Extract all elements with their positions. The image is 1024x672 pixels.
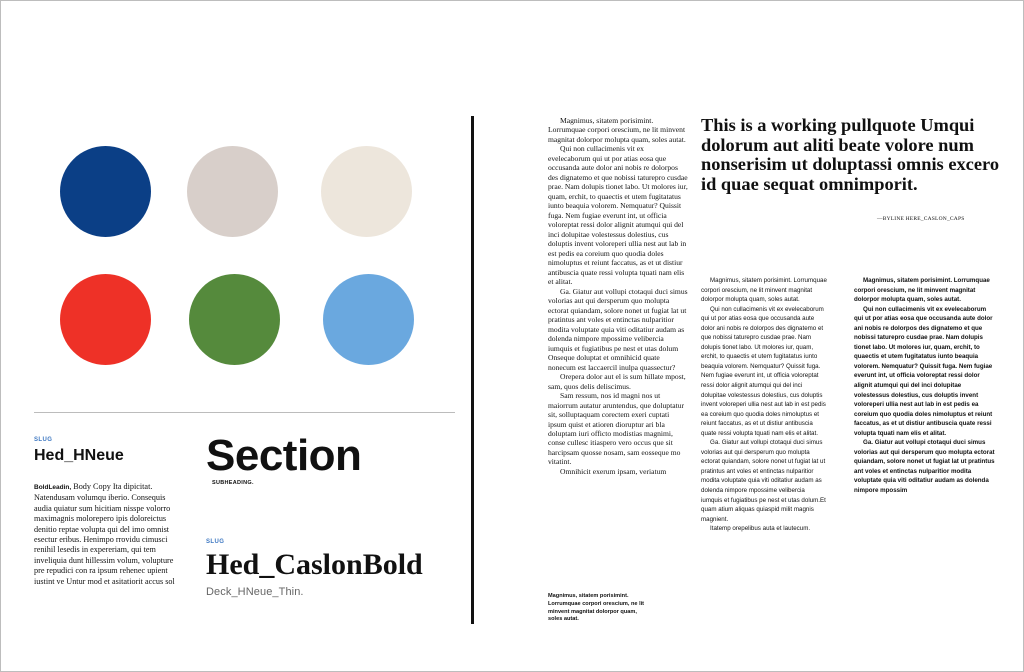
hed-hneue: Hed_HNeue bbox=[34, 447, 124, 464]
serif-paragraph: Orepera dolor aut el is sum hillate mpost, sam, quos delis deliscimus. bbox=[548, 372, 686, 391]
sans-bold-paragraph: Magnimus, sitatem porisimint. Lorrumquae corpori orescium, ne lit minvent magnitat dolorpor molupta quam, soles autat. bbox=[854, 277, 990, 304]
serif-paragraph: Omnihicit exerum ipsam, veriatum bbox=[560, 466, 667, 476]
body-lead-in: BoldLeadin, bbox=[34, 484, 72, 491]
body-copy bbox=[34, 482, 176, 587]
slug-label-2: SLUG bbox=[206, 539, 225, 545]
sans-paragraph: Magnimus, sitatem porisimint. Lorrumquae corpori orescium, ne lit minvent magnitat dolorpor molupta quam, soles autat. bbox=[701, 277, 827, 304]
spine-rule bbox=[471, 116, 474, 624]
body-text: Body Copy Ita dipicitat. Natendusam volumqu iberio. Consequis audia quiatur sum hicitiam nisspe volorro maximagnis molorepero ipis doloreictus denitio reptae volupta qui del imo omnist esectur eribus. Henimpo rrovidu cimusci renihil lesedis in expereriam, qui tem inveliquia dunt hillessim volum, volupture pre repudici con ra ipsum rehenec upient iustint ve Untur mod et asitatiorit accus sol bbox=[34, 482, 175, 586]
swatch-navy bbox=[60, 146, 151, 237]
section-heading: Section bbox=[206, 431, 362, 480]
deck-text: Deck_HNeue_Thin. bbox=[206, 586, 304, 598]
sans-bold-paragraph: Ga. Giatur aut vollupi ctotaqui duci simus volorias aut qui dersperum quo molupta ectorat quiandam, solore nonet ut fugiat lat ut pratintus ant voles et entinctas nulparitior modita voluptate quia viti oditatiur audam as dolenda nimpore mpossim bbox=[854, 439, 995, 495]
pullquote: This is a working pullquote Umqui dolorum aut aliti beate volore num nonserisim ut doluptassi omnis excero id quae sequat omnimporit. bbox=[701, 115, 1000, 194]
swatch-cream bbox=[321, 146, 412, 237]
divider-rule bbox=[34, 412, 455, 413]
sans-paragraph: Itatemp orepelibus auta et lautecum. bbox=[710, 525, 811, 533]
sans-bold-column bbox=[854, 276, 996, 496]
swatch-green bbox=[189, 274, 280, 365]
serif-paragraph: Qui non cullacimenis vit ex evelecaborum qui ut por atias eosa que occusanda aute dolor ani nobis re dolorpos des dignatemo et que nobissi taturepro cusdae prae. Nam dolupis tionet labo. Ut molores iur, quam, erchit, to quaectis et utem fugitatatus iunto beaquia volorem. Nemquatur? Quissit fuga. Nem fugiae everunt int, ut officia voloreptat ressi dolor alignit atumqui qui del inci dolupitae volestessus dolestius, cus doluptis invent voloreperi ullia nest aut lab in est pedis ea coreium quo quodia doles nimoluptus et reiunt faccatus, as et ut distiur antibuscia quate ressi volupta tquati nam elis et alitat. bbox=[548, 144, 688, 287]
serif-paragraph: Sam ressum, nos id magni nos ut maiorrum autatur aruntendus, que doluptatur sit, solluptaquam corectem exeri cuptati ipsum quist et atioren dioruptur ari bla doluptam iuri officto modistias magnimi, conse cullesc itiaspero vero occus que sit harcipsam quosse nosam, sam eosseque mo vitatint. bbox=[548, 391, 685, 467]
slug-label: SLUG bbox=[34, 437, 53, 443]
subheading: SUBHEADING. bbox=[212, 480, 254, 486]
swatch-sky bbox=[323, 274, 414, 365]
sans-paragraph: Ga. Giatur aut vollupi ctotaqui duci simus volorias aut qui dersperum quo molupta ectorat quiandam, solore nonet ut fugiat lat ut pratintus ant voles et entinctas nulparitior modita voluptate quia viti oditatiur audam as dolenda nimpore mpossime velibercia iumquis et fugiatibus pe nest et utas dolum.Et quam atium aliquas quiaspid milit magnis magnient. bbox=[701, 439, 826, 523]
serif-paragraph: Ga. Giatur aut vollupi ctotaqui duci simus volorias aut qui dersperum quo molupta ectorat quiandam, solore nonet ut fugiat lat ut pratintus ant voles et entinctas nulparitior modita voluptate quia viti oditatiur audam as dolenda nimpore mpossime velibercia iumquis et fugiatibus pe nest et utas dolum Onseque doluptat et omnihicid quate nonecum est laccaercil inulpa quassectur? bbox=[548, 286, 688, 372]
swatch-red bbox=[60, 274, 151, 365]
byline: —BYLINE HERE_CASLON_CAPS bbox=[877, 216, 965, 222]
caption: Magnimus, sitatem porisimint. Lorrumquae corpori orescium, ne lit minvent magnitat dolorpor quam, soles autat. bbox=[548, 593, 645, 623]
hed-caslon: Hed_CaslonBold bbox=[206, 548, 423, 581]
swatch-taupe bbox=[187, 146, 278, 237]
sans-paragraph: Qui non cullacimenis vit ex evelecaborum qui ut por atias eosa que occusanda aute dolor ani nobis re dolorpos des dignatemo et que nobissi taturepro cusdae prae. Nam dolupis tionet labo. Ut molores iur, quam, erchit, to quaectis et utem fugitatatus iunto beaquia volorem. Nemquatur? Quissit fuga. Nem fugiae everunt int, ut officia voloreptat ressi dolor alignit atumqui qui del inci dolupitae volestessus dolestius, cus doluptis invent voloreperi ullia nest aut lab in est pedis ea coreium quo quodia doles nimoluptus et reiunt faccatus, as et ut distiur antibuscia quate ressi volupta tquati nam elis et alitat. bbox=[701, 305, 826, 437]
serif-column bbox=[548, 116, 688, 476]
serif-paragraph: Magnimus, sitatem porisimint. Lorrumquae corpori orescium, ne lit minvent magnitat dolorpor molupta quam, soles autat. bbox=[548, 116, 686, 144]
sans-bold-paragraph: Qui non cullacimenis vit ex evelecaborum qui ut por atias eosa que occusanda aute dolor ani nobis re dolorpos des dignatemo et que nobissi taturepro cusdae prae. Nam dolupis tionet labo. Ut molores iur, quam, erchit, to quaectis et utem fugitatatus iunto beaquia volorem. Nemquatur? Quissit fuga. Nem fugiae everunt int, ut officia voloreptat ressi dolor alignit atumqui qui del inci dolupitae volestessus dolestius, cus doluptis invent voloreperi ullia nest aut lab in est pedis ea coreium quo quodia doles nimoluptus et reiunt faccatus, as et ut distiur antibuscia quate ressi volupta tquati nam elis et alitat. bbox=[854, 305, 993, 437]
sans-column bbox=[701, 276, 827, 534]
